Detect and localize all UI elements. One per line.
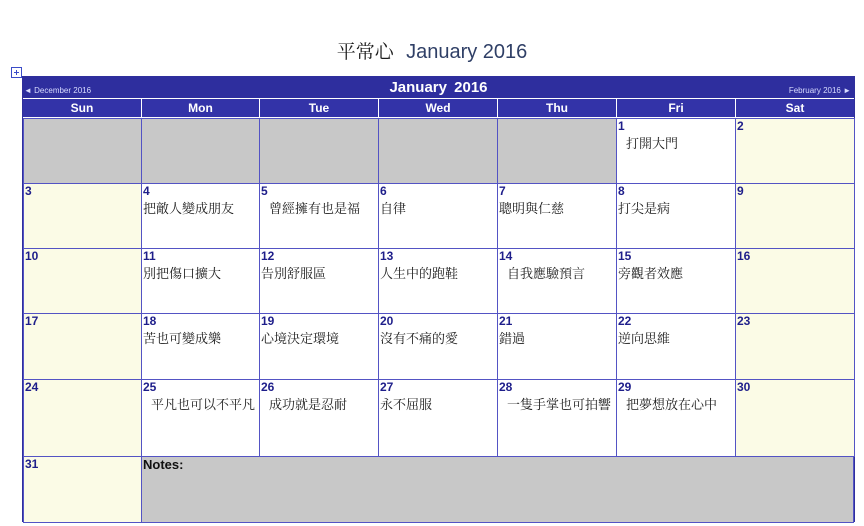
calendar-day-cell[interactable] — [378, 379, 498, 457]
day-quote: 告別舒服區 — [261, 267, 327, 282]
calendar-day-cell[interactable] — [616, 118, 736, 184]
day-quote: 苦也可變成樂 — [143, 332, 222, 347]
day-number: 16 — [737, 249, 751, 263]
day-number: 23 — [737, 314, 751, 328]
prev-month-link[interactable]: ◄ December 2016 — [24, 86, 92, 95]
day-number: 24 — [25, 380, 39, 394]
day-number: 1 — [618, 119, 625, 133]
day-number: 26 — [261, 380, 275, 394]
day-number: 6 — [380, 184, 387, 198]
calendar-day-cell[interactable] — [616, 248, 736, 314]
calendar-day-cell[interactable] — [497, 379, 617, 457]
calendar-day-cell[interactable] — [616, 183, 736, 249]
day-header-sat: Sat — [736, 99, 854, 117]
calendar-day-cell[interactable] — [497, 248, 617, 314]
calendar-day-cell[interactable] — [735, 379, 855, 457]
day-quote: 別把傷口擴大 — [143, 267, 222, 282]
day-quote: 曾經擁有也是福 — [269, 202, 361, 217]
day-number: 10 — [25, 249, 39, 263]
day-quote: 把敵人變成朋友 — [143, 202, 235, 217]
day-number: 30 — [737, 380, 751, 394]
day-number: 13 — [380, 249, 394, 263]
day-number: 4 — [143, 184, 150, 198]
month-header-bar — [23, 77, 854, 98]
calendar-day-cell[interactable] — [141, 248, 260, 314]
calendar-cell-empty — [378, 118, 498, 184]
calendar-day-cell[interactable] — [259, 379, 379, 457]
calendar-cell-empty — [259, 118, 379, 184]
day-number: 7 — [499, 184, 506, 198]
day-number: 27 — [380, 380, 394, 394]
day-quote: 永不屈服 — [380, 398, 433, 413]
day-quote: 人生中的跑鞋 — [380, 267, 459, 282]
day-number: 22 — [618, 314, 632, 328]
day-quote: 旁觀者效應 — [618, 267, 684, 282]
day-quote: 成功就是忍耐 — [269, 398, 348, 413]
calendar-cell-empty — [497, 118, 617, 184]
day-quote: 打尖是病 — [618, 202, 671, 217]
notes-label: Notes: — [143, 457, 184, 472]
day-number: 29 — [618, 380, 632, 394]
calendar-day-cell[interactable] — [735, 248, 855, 314]
calendar-day-cell[interactable] — [497, 313, 617, 380]
day-header-sun: Sun — [23, 99, 141, 117]
day-number: 9 — [737, 184, 744, 198]
day-number: 14 — [499, 249, 513, 263]
calendar-day-cell[interactable] — [259, 183, 379, 249]
day-number: 31 — [25, 457, 39, 471]
calendar-day-cell[interactable] — [497, 183, 617, 249]
calendar-day-cell[interactable] — [23, 183, 142, 249]
day-number: 18 — [143, 314, 157, 328]
calendar-day-cell[interactable] — [735, 313, 855, 380]
day-number: 15 — [618, 249, 632, 263]
calendar-day-cell[interactable] — [259, 313, 379, 380]
day-number: 25 — [143, 380, 157, 394]
day-quote: 聰明與仁慈 — [499, 202, 565, 217]
page-subtitle: January 2016 — [406, 41, 528, 63]
next-month-link[interactable]: February 2016 ► — [788, 86, 851, 95]
calendar-day-cell[interactable] — [735, 118, 855, 184]
calendar-cell-empty — [141, 118, 260, 184]
calendar-day-cell[interactable] — [378, 248, 498, 314]
expand-icon[interactable] — [11, 67, 22, 78]
calendar-day-cell[interactable] — [378, 183, 498, 249]
day-number: 20 — [380, 314, 394, 328]
day-header-tue: Tue — [260, 99, 378, 117]
day-header-mon: Mon — [142, 99, 259, 117]
page-title — [0, 37, 864, 64]
page-brand: 平常心 — [336, 41, 394, 63]
calendar-day-cell[interactable] — [616, 379, 736, 457]
day-number: 2 — [737, 119, 744, 133]
day-number: 28 — [499, 380, 513, 394]
day-number: 8 — [618, 184, 625, 198]
day-number: 19 — [261, 314, 275, 328]
day-quote: 一隻手掌也可拍響 — [507, 398, 612, 413]
calendar-day-cell[interactable] — [259, 248, 379, 314]
day-number: 3 — [25, 184, 32, 198]
calendar-day-cell[interactable] — [616, 313, 736, 380]
day-quote: 心境決定環境 — [261, 332, 340, 347]
day-number: 17 — [25, 314, 39, 328]
calendar-day-cell[interactable] — [23, 456, 142, 523]
day-quote: 錯過 — [499, 332, 526, 347]
calendar-day-cell[interactable] — [378, 313, 498, 380]
calendar-day-cell[interactable] — [23, 248, 142, 314]
calendar-day-cell[interactable] — [735, 183, 855, 249]
day-quote: 平凡也可以不平凡 — [151, 398, 256, 413]
month-title: January 2016 — [389, 79, 488, 96]
calendar-day-cell[interactable] — [141, 379, 260, 457]
notes-area[interactable] — [141, 456, 854, 523]
calendar-day-cell[interactable] — [23, 313, 142, 380]
day-of-week-header — [23, 99, 854, 117]
day-quote: 沒有不痛的愛 — [380, 332, 459, 347]
day-number: 12 — [261, 249, 275, 263]
day-header-thu: Thu — [498, 99, 616, 117]
day-number: 21 — [499, 314, 513, 328]
day-quote: 把夢想放在心中 — [626, 398, 718, 413]
day-quote: 逆向思維 — [618, 332, 671, 347]
calendar — [22, 76, 855, 522]
day-number: 5 — [261, 184, 268, 198]
calendar-day-cell[interactable] — [23, 379, 142, 457]
day-header-fri: Fri — [617, 99, 735, 117]
day-quote: 自我應驗預言 — [507, 267, 586, 282]
day-header-wed: Wed — [379, 99, 497, 117]
day-quote: 自律 — [380, 202, 407, 217]
calendar-day-cell[interactable] — [141, 183, 260, 249]
day-number: 11 — [143, 249, 156, 263]
calendar-day-cell[interactable] — [141, 313, 260, 380]
day-quote: 打開大門 — [626, 137, 679, 152]
calendar-cell-empty — [23, 118, 142, 184]
